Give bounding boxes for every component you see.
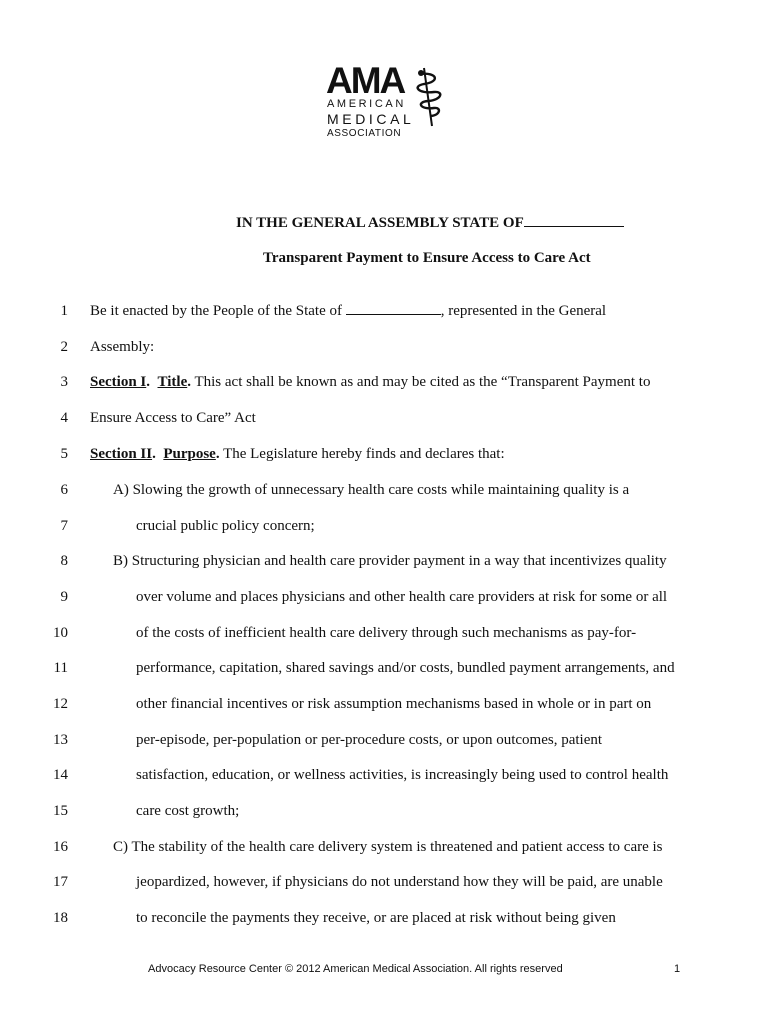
line-number: 11	[53, 660, 68, 676]
logo-wordmark: AMA	[326, 60, 405, 101]
page-footer	[0, 963, 770, 979]
line-text-before-blank: Be it enacted by the People of the State of	[90, 303, 346, 319]
document-line	[0, 730, 770, 750]
page-number: 1	[674, 963, 681, 975]
line-number: 15	[53, 803, 68, 819]
document-heading	[236, 214, 624, 232]
line-number: 17	[53, 874, 68, 890]
section-label: Section I	[90, 374, 147, 390]
document-line	[0, 801, 770, 821]
act-title: Transparent Payment to Ensure Access to Care Act	[263, 250, 591, 266]
document-line	[0, 587, 770, 607]
section-title: Title	[157, 374, 188, 390]
line-text: A) Slowing the growth of unnecessary health care costs while maintaining quality is a	[113, 482, 630, 498]
line-text: Section II. Purpose. The Legislature hereby finds and declares that:	[90, 446, 505, 462]
line-number: 8	[60, 553, 68, 569]
document-line	[0, 551, 770, 571]
line-number: 18	[53, 910, 68, 926]
document-line	[0, 301, 770, 321]
line-number: 14	[53, 767, 68, 783]
caduceus-icon	[414, 64, 448, 128]
document-line	[0, 623, 770, 643]
state-name-blank	[346, 302, 441, 315]
logo-line-association: ASSOCIATION	[327, 128, 402, 139]
line-text: per-episode, per-population or per-procedure costs, or upon outcomes, patient	[136, 732, 603, 748]
line-number: 12	[53, 696, 68, 712]
line-number: 7	[60, 518, 68, 534]
document-line	[0, 694, 770, 714]
section-label: Section II	[90, 446, 153, 462]
line-number: 10	[53, 625, 68, 641]
section-title: Purpose	[163, 446, 216, 462]
logo-line-medical: MEDICAL	[327, 111, 415, 127]
line-number: 3	[60, 374, 68, 390]
line-number: 4	[60, 410, 68, 426]
line-number: 1	[60, 303, 68, 319]
section-body: This act shall be known as and may be cited as the “Transparent Payment to	[190, 374, 651, 390]
document-line	[0, 408, 770, 428]
line-text: C) The stability of the health care delivery system is threatened and patient access to care is	[113, 839, 663, 855]
document-line	[0, 872, 770, 892]
line-number: 2	[60, 339, 68, 355]
line-text: other financial incentives or risk assumption mechanisms based in whole or in part on	[136, 696, 652, 712]
section-body: The Legislature hereby finds and declares that:	[219, 446, 505, 462]
heading-text: IN THE GENERAL ASSEMBLY STATE OF	[236, 215, 524, 231]
document-line	[0, 444, 770, 464]
line-number: 16	[53, 839, 68, 855]
line-number: 6	[60, 482, 68, 498]
line-text: to reconcile the payments they receive, or are placed at risk without being given	[136, 910, 616, 926]
document-line	[0, 908, 770, 928]
line-text: performance, capitation, shared savings and/or costs, bundled payment arrangements, and	[136, 660, 675, 676]
document-line	[0, 658, 770, 678]
line-text: satisfaction, education, or wellness activities, is increasingly being used to control health	[136, 767, 669, 783]
document-line	[0, 480, 770, 500]
line-text: over volume and places physicians and other health care providers at risk for some or all	[136, 589, 668, 605]
line-text-after-blank: , represented in the General	[440, 303, 607, 319]
ama-logo	[326, 62, 456, 142]
line-text: Assembly:	[90, 339, 155, 355]
line-number: 13	[53, 732, 68, 748]
line-number: 9	[60, 589, 68, 605]
line-text: crucial public policy concern;	[136, 518, 315, 534]
document-line	[0, 337, 770, 357]
line-text: Ensure Access to Care” Act	[90, 410, 256, 426]
logo-line-american: AMERICAN	[327, 98, 406, 110]
line-text: of the costs of inefficient health care delivery through such mechanisms as pay-for-	[136, 625, 637, 641]
document-line	[0, 837, 770, 857]
line-text: jeopardized, however, if physicians do not understand how they will be paid, are unable	[136, 874, 663, 890]
line-text: B) Structuring physician and health care provider payment in a way that incentivizes quality	[113, 553, 667, 569]
document-line	[0, 516, 770, 536]
line-text	[90, 301, 606, 321]
state-blank	[524, 214, 624, 227]
document-line	[0, 765, 770, 785]
footer-copyright: Advocacy Resource Center © 2012 American Medical Association. All rights reserved	[148, 963, 563, 975]
document-line	[0, 372, 770, 392]
line-number: 5	[60, 446, 68, 462]
line-text: care cost growth;	[136, 803, 240, 819]
line-text: Section I. Title. This act shall be known as and may be cited as the “Transparent Payment to	[90, 374, 651, 390]
